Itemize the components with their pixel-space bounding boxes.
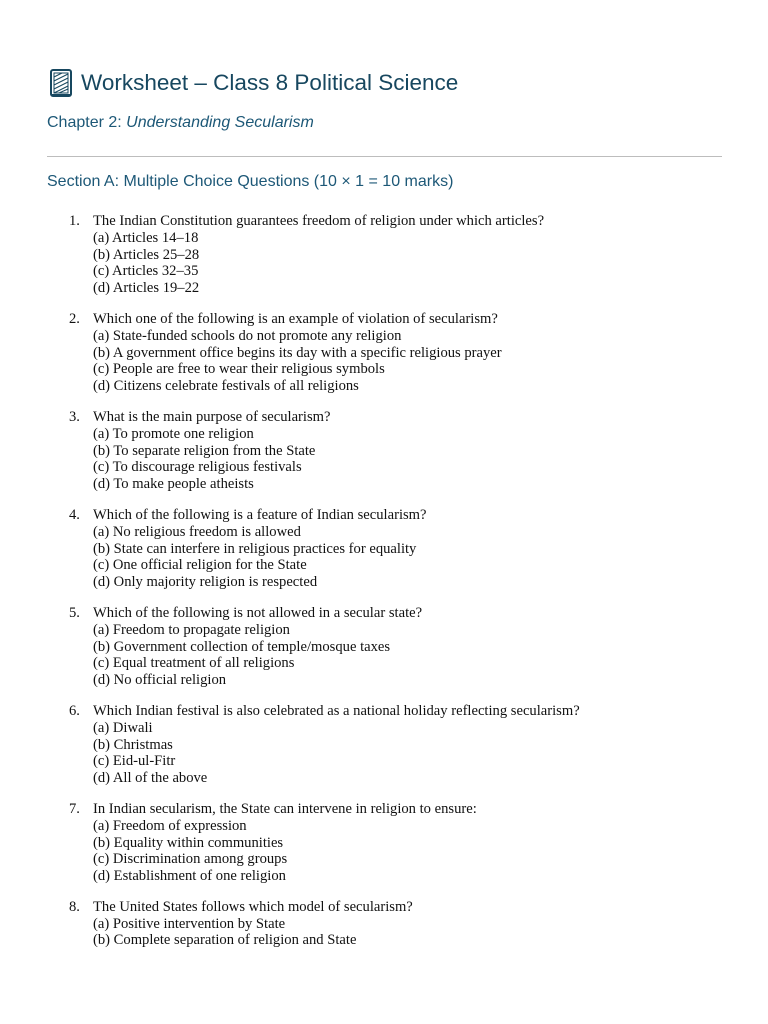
section-heading: Section A: Multiple Choice Questions (10 × 1 = 10 marks) (47, 173, 454, 190)
question-number: 6. (69, 702, 80, 719)
answer-option: (b) To separate religion from the State (93, 442, 316, 459)
question-number: 4. (69, 506, 80, 523)
question-number: 8. (69, 898, 80, 915)
question-text: The Indian Constitution guarantees freedom of religion under which articles? (93, 213, 545, 229)
answer-option: (b) Government collection of temple/mosque taxes (93, 638, 391, 655)
question-body (93, 311, 768, 395)
answer-option: (c) Equal treatment of all religions (93, 655, 295, 672)
question-text: Which of the following is a feature of Indian secularism? (93, 506, 427, 523)
question-item (0, 311, 768, 395)
answer-option: (c) To discourage religious festivals (93, 459, 302, 476)
answer-option: (b) Complete separation of religion and State (93, 932, 357, 949)
question-list (0, 213, 768, 963)
chapter-name: Understanding Secularism (126, 114, 314, 131)
answer-option: (d) Citizens celebrate festivals of all religions (93, 378, 359, 395)
answer-option: (d) Only majority religion is respected (93, 574, 318, 591)
question-text: Which of the following is not allowed in a secular state? (93, 604, 423, 621)
answer-option: (b) Articles 25–28 (93, 246, 200, 263)
question-number: 5. (69, 604, 80, 621)
question-item (0, 703, 768, 787)
chapter-subtitle (47, 114, 314, 132)
page-title: Worksheet – Class 8 Political Science (81, 70, 459, 95)
horizontal-divider (47, 156, 722, 157)
question-body (93, 703, 768, 787)
answer-option: (d) No official religion (93, 672, 227, 689)
question-item (0, 213, 768, 297)
answer-option: (a) No religious freedom is allowed (93, 523, 301, 540)
answer-option: (b) State can interfere in religious practices for equality (93, 540, 417, 557)
question-body (93, 507, 768, 591)
question-item (0, 507, 768, 591)
answer-option: (a) State-funded schools do not promote any religion (93, 327, 402, 344)
question-text: The United States follows which model of secularism? (93, 898, 413, 915)
answer-option: (b) Christmas (93, 736, 173, 753)
question-number: 2. (69, 310, 80, 327)
question-body (93, 899, 768, 949)
title-row (48, 66, 458, 100)
question-number: 3. (69, 408, 80, 425)
answer-option: (c) Articles 32–35 (93, 263, 199, 280)
answer-option: (d) To make people atheists (93, 476, 254, 493)
answer-option: (c) Discrimination among groups (93, 851, 288, 868)
question-text: Which Indian festival is also celebrated as a national holiday reflecting secularism? (93, 702, 580, 719)
question-number: 1. (69, 213, 80, 229)
answer-option: (d) All of the above (93, 770, 208, 787)
answer-option: (a) Articles 14–18 (93, 229, 199, 246)
answer-option: (a) Freedom of expression (93, 817, 247, 834)
question-number: 7. (69, 800, 80, 817)
answer-option: (d) Articles 19–22 (93, 280, 200, 297)
question-text: Which one of the following is an example of violation of secularism? (93, 310, 498, 327)
book-icon (48, 68, 74, 98)
question-item (0, 899, 768, 949)
answer-option: (a) Freedom to propagate religion (93, 621, 290, 638)
question-item (0, 409, 768, 493)
answer-option: (c) Eid-ul-Fitr (93, 753, 176, 770)
answer-option: (a) Diwali (93, 719, 153, 736)
answer-option: (b) Equality within communities (93, 834, 284, 851)
answer-option: (c) One official religion for the State (93, 557, 307, 574)
answer-option: (c) People are free to wear their religious symbols (93, 361, 385, 378)
question-text: What is the main purpose of secularism? (93, 408, 331, 425)
question-body (93, 213, 768, 297)
answer-option: (b) A government office begins its day with a specific religious prayer (93, 344, 502, 361)
answer-option: (a) To promote one religion (93, 425, 254, 442)
question-body (93, 801, 768, 885)
question-body (93, 409, 768, 493)
chapter-prefix: Chapter 2: (47, 114, 127, 131)
question-item (0, 605, 768, 689)
answer-option: (d) Establishment of one religion (93, 868, 286, 885)
question-text: In Indian secularism, the State can intervene in religion to ensure: (93, 800, 477, 817)
question-item (0, 801, 768, 885)
answer-option: (a) Positive intervention by State (93, 915, 286, 932)
question-body (93, 605, 768, 689)
